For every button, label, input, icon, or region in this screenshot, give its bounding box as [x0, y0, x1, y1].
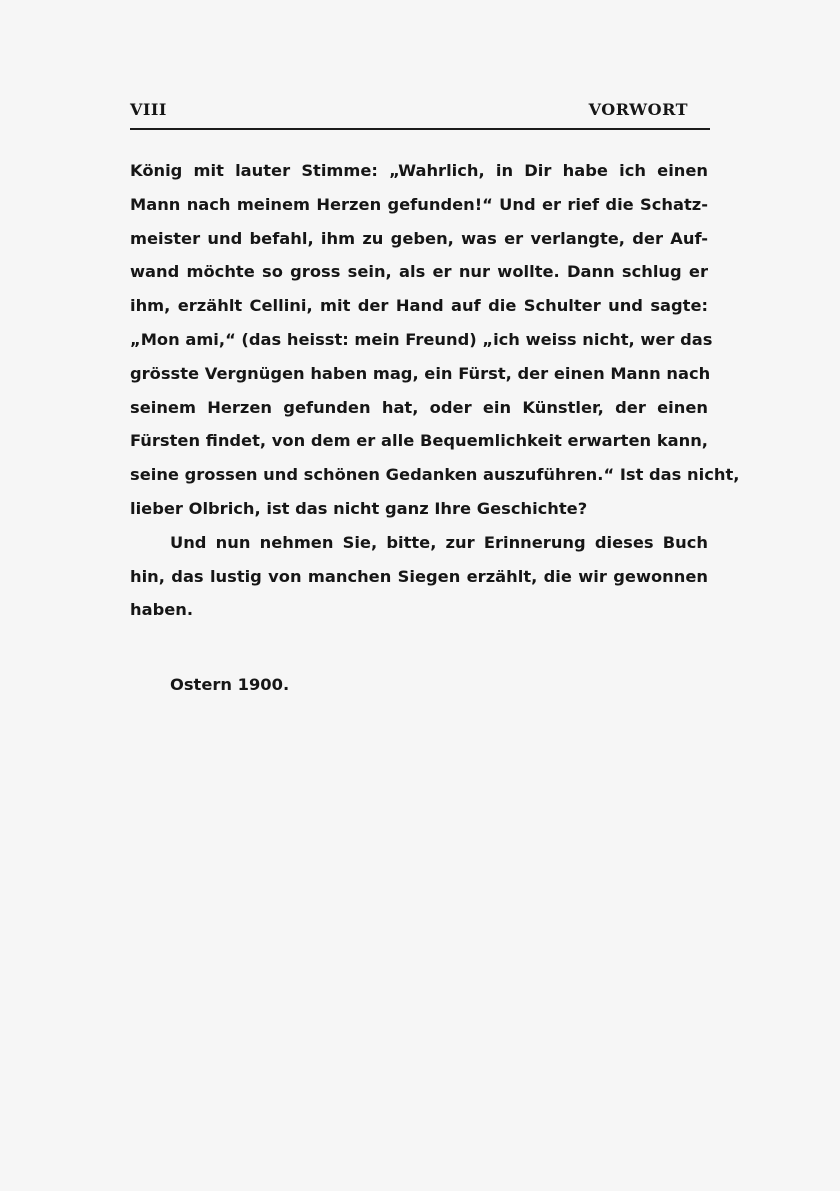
section-title: VORWORT [588, 100, 688, 119]
text-line: seinem Herzen gefunden hat, oder ein Künstler, der einen [130, 397, 708, 417]
paragraph-2 [130, 526, 708, 627]
text-line: Fürsten findet, von dem er alle Bequemlichkeit erwarten kann, [130, 431, 708, 451]
text-line: wand möchte so gross sein, als er nur wollte. Dann schlug er [130, 262, 708, 282]
dateline: Ostern 1900. [170, 675, 290, 694]
text-line: haben. [130, 600, 194, 620]
paragraph-1 [130, 154, 740, 526]
text-line: seine grossen und schönen Gedanken auszuführen.“ Ist das nicht, [130, 465, 740, 485]
text-line: Mann nach meinem Herzen gefunden!“ Und er rief die Schatz- [130, 194, 708, 214]
page-number: VIII [130, 100, 167, 119]
text-line: „Mon ami,“ (das heisst: mein Freund) „ich weiss nicht, wer das [130, 329, 713, 349]
preface-body [130, 154, 740, 627]
text-line: meister und befahl, ihm zu geben, was er verlangte, der Auf- [130, 228, 708, 248]
text-line: ihm, erzählt Cellini, mit der Hand auf die Schulter und sagte: [130, 296, 708, 316]
text-line: König mit lauter Stimme: „Wahrlich, in Dir habe ich einen [130, 161, 708, 180]
running-head [130, 100, 710, 122]
header-rule [130, 128, 710, 130]
text-line: Und nun nehmen Sie, bitte, zur Erinnerung dieses Buch [170, 532, 708, 552]
text-line: grösste Vergnügen haben mag, ein Fürst, der einen Mann nach [130, 363, 711, 383]
text-line: hin, das lustig von manchen Siegen erzählt, die wir gewonnen [130, 566, 708, 586]
text-line: lieber Olbrich, ist das nicht ganz Ihre Geschichte? [130, 498, 588, 518]
